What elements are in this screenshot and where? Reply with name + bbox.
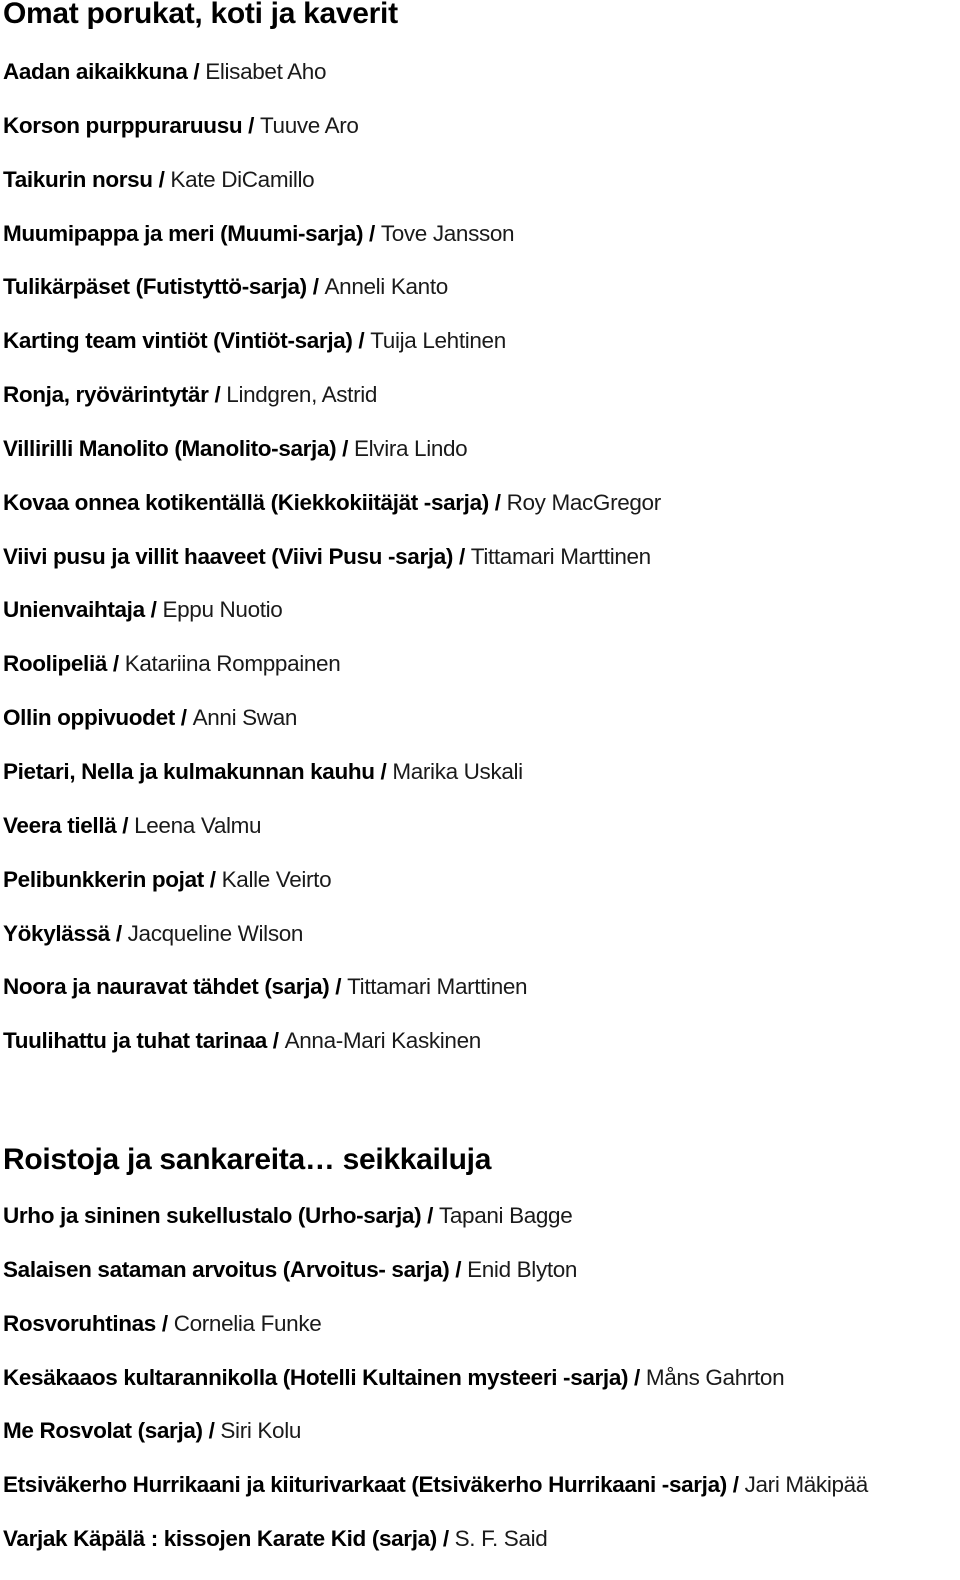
book-title: Veera tiellä (3, 812, 117, 838)
book-author: Jacqueline Wilson (127, 920, 304, 946)
book-author: Tapani Bagge (438, 1203, 573, 1229)
title-author-separator: / (109, 920, 128, 946)
book-entry (3, 167, 957, 221)
title-author-separator: / (726, 1472, 745, 1498)
book-author: Måns Gahrton (645, 1364, 785, 1390)
title-author-separator: / (174, 705, 193, 731)
book-entry (3, 436, 957, 490)
book-author: Kalle Veirto (221, 866, 332, 892)
book-entry (3, 1526, 957, 1580)
book-entry (3, 651, 957, 705)
book-entry (3, 328, 957, 382)
book-entry (3, 1028, 957, 1082)
book-author: Enid Blyton (467, 1256, 578, 1282)
title-author-separator: / (363, 220, 381, 246)
book-author: Katariina Romppainen (124, 651, 341, 677)
book-entry (3, 274, 957, 328)
book-author: Anneli Kanto (324, 274, 448, 300)
title-author-separator: / (116, 812, 135, 838)
book-title: Kesäkaaos kultarannikolla (Hotelli Kultainen mysteeri -sarja) (3, 1364, 629, 1390)
title-author-separator: / (436, 1526, 455, 1552)
title-author-separator: / (306, 274, 325, 300)
book-title: Rosvoruhtinas (3, 1310, 156, 1336)
book-entry (3, 597, 957, 651)
book-title: Noora ja nauravat tähdet (sarja) (3, 974, 330, 1000)
book-author: Tuija Lehtinen (370, 328, 506, 354)
book-author: Anni Swan (192, 705, 298, 731)
section-heading: Omat porukat, koti ja kaverit (3, 0, 398, 30)
book-author: Anna-Mari Kaskinen (284, 1028, 481, 1054)
book-title: Muumipappa ja meri (Muumi-sarja) (3, 220, 364, 246)
section-own-groups (3, 0, 957, 1082)
section-heading: Roistoja ja sankareita… seikkailuja (3, 1143, 492, 1177)
book-author: S. F. Said (454, 1526, 548, 1552)
book-author: Tittamari Marttinen (470, 543, 651, 569)
book-title: Villirilli Manolito (Manolito-sarja) (3, 435, 337, 461)
book-title: Tulikärpäset (Futistyttö-sarja) (3, 274, 307, 300)
title-author-separator: / (449, 1256, 468, 1282)
book-author: Elvira Lindo (353, 435, 468, 461)
title-author-separator: / (488, 489, 507, 515)
book-entry (3, 974, 957, 1028)
book-author: Leena Valmu (134, 812, 262, 838)
book-entry (3, 1203, 957, 1257)
book-title: Unienvaihtaja (3, 597, 145, 623)
title-author-separator: / (187, 59, 206, 84)
title-author-separator: / (453, 543, 471, 569)
book-title: Etsiväkerho Hurrikaani ja kiiturivarkaat (Etsiväkerho Hurrikaani -sarja) (3, 1472, 727, 1498)
book-title: Kovaa onnea kotikentällä (Kiekkokiitäjät -sarja) (3, 489, 489, 515)
book-author: Kate DiCamillo (170, 166, 315, 192)
book-entry (3, 813, 957, 867)
book-author: Tittamari Marttinen (347, 974, 528, 1000)
book-list (3, 1203, 957, 1580)
title-author-separator: / (421, 1203, 439, 1229)
book-entry (3, 490, 957, 544)
title-author-separator: / (208, 382, 227, 408)
book-title: Salaisen sataman arvoitus (Arvoitus- sarja) (3, 1256, 450, 1282)
book-entry (3, 1472, 957, 1526)
book-entry (3, 867, 957, 921)
book-entry (3, 759, 957, 813)
title-author-separator: / (628, 1364, 646, 1390)
book-author: Lindgren, Astrid (226, 382, 378, 408)
title-author-separator: / (352, 328, 371, 354)
book-author: Jari Mäkipää (744, 1472, 868, 1498)
title-author-separator: / (155, 1310, 174, 1336)
book-list (3, 59, 957, 1082)
title-author-separator: / (152, 166, 171, 192)
book-author: Tuuve Aro (259, 112, 359, 138)
book-title: Pelibunkkerin pojat (3, 866, 204, 892)
book-title: Varjak Käpälä : kissojen Karate Kid (sarja) (3, 1526, 437, 1552)
book-title: Taikurin norsu (3, 166, 153, 192)
book-author: Cornelia Funke (173, 1310, 322, 1336)
book-entry (3, 221, 957, 275)
book-entry (3, 1418, 957, 1472)
book-entry (3, 544, 957, 598)
book-entry (3, 1311, 957, 1365)
title-author-separator: / (329, 974, 348, 1000)
title-author-separator: / (202, 1418, 221, 1444)
book-title: Me Rosvolat (sarja) (3, 1418, 203, 1444)
title-author-separator: / (336, 435, 354, 461)
book-entry (3, 382, 957, 436)
book-entry (3, 1365, 957, 1419)
book-title: Ronja, ryövärintytär (3, 382, 209, 408)
book-title: Korson purppuraruusu (3, 112, 243, 138)
book-entry (3, 921, 957, 975)
book-entry (3, 1257, 957, 1311)
document-page (3, 0, 957, 1580)
book-title: Urho ja sininen sukellustalo (Urho-sarja) (3, 1203, 422, 1229)
title-author-separator: / (203, 866, 222, 892)
title-author-separator: / (242, 112, 260, 138)
book-title: Yökylässä (3, 920, 110, 946)
title-author-separator: / (374, 758, 393, 784)
book-title: Pietari, Nella ja kulmakunnan kauhu (3, 758, 375, 784)
book-title: Karting team vintiöt (Vintiöt-sarja) (3, 328, 353, 354)
book-author: Siri Kolu (220, 1418, 302, 1444)
book-author: Marika Uskali (392, 758, 523, 784)
book-author: Eppu Nuotio (162, 597, 283, 623)
book-title: Ollin oppivuodet (3, 705, 175, 731)
book-author: Roy MacGregor (506, 489, 661, 515)
book-title: Roolipeliä (3, 651, 108, 677)
book-entry (3, 705, 957, 759)
title-author-separator: / (107, 651, 125, 677)
book-title: Viivi pusu ja villit haaveet (Viivi Pusu -sarja) (3, 543, 454, 569)
book-author: Tove Jansson (380, 220, 515, 246)
section-adventures (3, 1144, 957, 1580)
book-title: Tuulihattu ja tuhat tarinaa (3, 1028, 267, 1054)
book-entry (3, 59, 957, 113)
book-author: Elisabet Aho (205, 59, 327, 84)
book-entry (3, 113, 957, 167)
title-author-separator: / (266, 1028, 285, 1054)
book-title: Aadan aikaikkuna (3, 59, 188, 84)
title-author-separator: / (144, 597, 163, 623)
